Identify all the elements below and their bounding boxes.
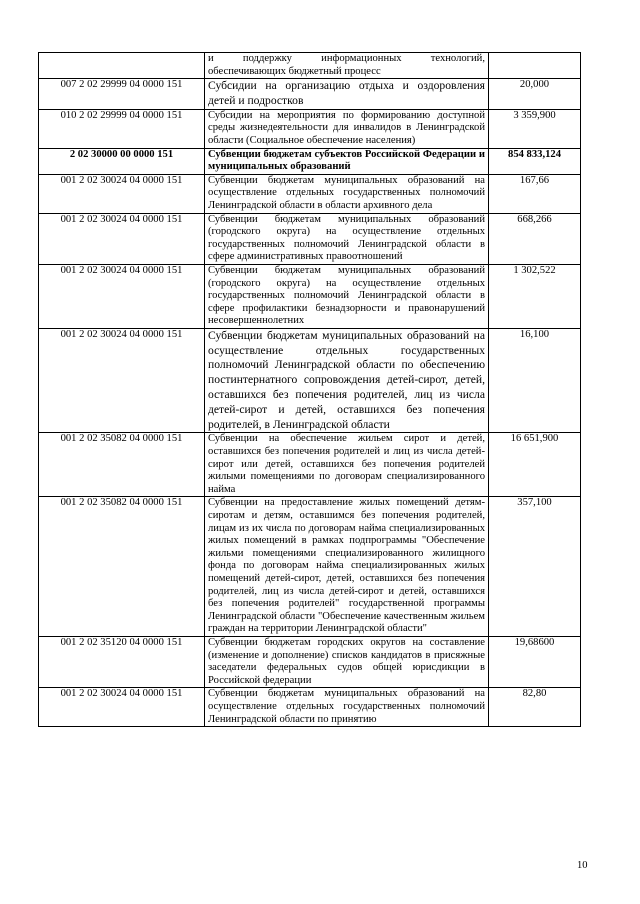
table-row xyxy=(39,433,581,497)
amount: 167,66 xyxy=(489,174,581,213)
budget-code: 001 2 02 30024 04 0000 151 xyxy=(39,213,205,264)
table-row xyxy=(39,328,581,433)
amount xyxy=(489,53,581,79)
income-name: Субвенции бюджетам муниципальных образований на осуществление отдельных государственных полномочий Ленинградской области в области архивного дела xyxy=(205,174,489,213)
budget-code: 2 02 30000 00 0000 151 xyxy=(39,148,205,174)
budget-code: 001 2 02 30024 04 0000 151 xyxy=(39,328,205,433)
table-row xyxy=(39,53,581,79)
budget-code: 001 2 02 35120 04 0000 151 xyxy=(39,636,205,687)
table-row xyxy=(39,148,581,174)
table-row xyxy=(39,688,581,727)
income-name: Субвенции на предоставление жилых помещений детям-сиротам и детям, оставшимся без попечения родителей, лицам из их числа по договорам найма специализированных жилых помещений в рамках подпрограммы "Обеспечение жильми помещениями специализированного жилищного фонда по договорам найма специализированных жилых помещений детей-сирот, детей, оставшихся без попечения родителей, лиц из числа детей-сирот и детей, оставшихся без попечения родителей" государственной программы Ленинградской области "Обеспечение качественным жильем граждан на территории Ленинградской области" xyxy=(205,497,489,637)
budget-code: 001 2 02 30024 04 0000 151 xyxy=(39,688,205,727)
table-row xyxy=(39,213,581,264)
budget-code xyxy=(39,53,205,79)
income-name: Субвенции бюджетам муниципальных образований (городского округа) на осуществление отдельных государственных полномочий Ленинградской области в сфере административных правоотношений xyxy=(205,213,489,264)
budget-code: 010 2 02 29999 04 0000 151 xyxy=(39,109,205,148)
table-row xyxy=(39,497,581,637)
income-name: Субвенции бюджетам муниципальных образований на осуществление отдельных государственных полномочий Ленинградской области по принятию xyxy=(205,688,489,727)
budget-code: 007 2 02 29999 04 0000 151 xyxy=(39,79,205,110)
budget-code: 001 2 02 30024 04 0000 151 xyxy=(39,174,205,213)
table-row xyxy=(39,174,581,213)
amount: 82,80 xyxy=(489,688,581,727)
table-row xyxy=(39,264,581,328)
amount: 668,266 xyxy=(489,213,581,264)
table-row xyxy=(39,636,581,687)
income-name: Субвенции бюджетам муниципальных образований на осуществление отдельных государственных полномочий Ленинградской области по обеспечению постинтернатного сопровождения детей-сирот, детей, оставшихся без попечения родителей, лиц из числа детей-сирот и детей, оставшихся без попечения родителей, в Ленинградской области xyxy=(205,328,489,433)
income-name: и поддержку информационных технологий, обеспечивающих бюджетный процесс xyxy=(205,53,489,79)
income-name: Субвенции бюджетам городских округов на составление (изменение и дополнение) списков кандидатов в присяжные заседатели федеральных судов общей юрисдикции в Российской федерации xyxy=(205,636,489,687)
amount: 1 302,522 xyxy=(489,264,581,328)
amount: 20,000 xyxy=(489,79,581,110)
income-name: Субвенции бюджетам субъектов Российской Федерации и муниципальных образований xyxy=(205,148,489,174)
table-row xyxy=(39,79,581,110)
budget-code: 001 2 02 30024 04 0000 151 xyxy=(39,264,205,328)
amount: 16 651,900 xyxy=(489,433,581,497)
amount: 19,68600 xyxy=(489,636,581,687)
income-name: Субсидии на организацию отдыха и оздоровления детей и подростков xyxy=(205,79,489,110)
table-row xyxy=(39,109,581,148)
amount: 854 833,124 xyxy=(489,148,581,174)
income-name: Субвенции на обеспечение жильем сирот и детей, оставшихся без попечения родителей и лиц из числа детей-сирот или детей, оставшихся без попечения родителей жилыми помещениями по договорам специализированного найма xyxy=(205,433,489,497)
page-number: 10 xyxy=(577,860,588,871)
budget-table xyxy=(38,52,581,727)
income-name: Субсидии на мероприятия по формированию доступной среды жизнедеятельности для инвалидов в Ленинградской области (Социальное обеспечение населения) xyxy=(205,109,489,148)
amount: 357,100 xyxy=(489,497,581,637)
amount: 3 359,900 xyxy=(489,109,581,148)
income-name: Субвенции бюджетам муниципальных образований (городского округа) на осуществление отдельных государственных полномочий Ленинградской области в сфере профилактики безнадзорности и правонарушений несовершеннолетних xyxy=(205,264,489,328)
budget-code: 001 2 02 35082 04 0000 151 xyxy=(39,497,205,637)
amount: 16,100 xyxy=(489,328,581,433)
budget-code: 001 2 02 35082 04 0000 151 xyxy=(39,433,205,497)
